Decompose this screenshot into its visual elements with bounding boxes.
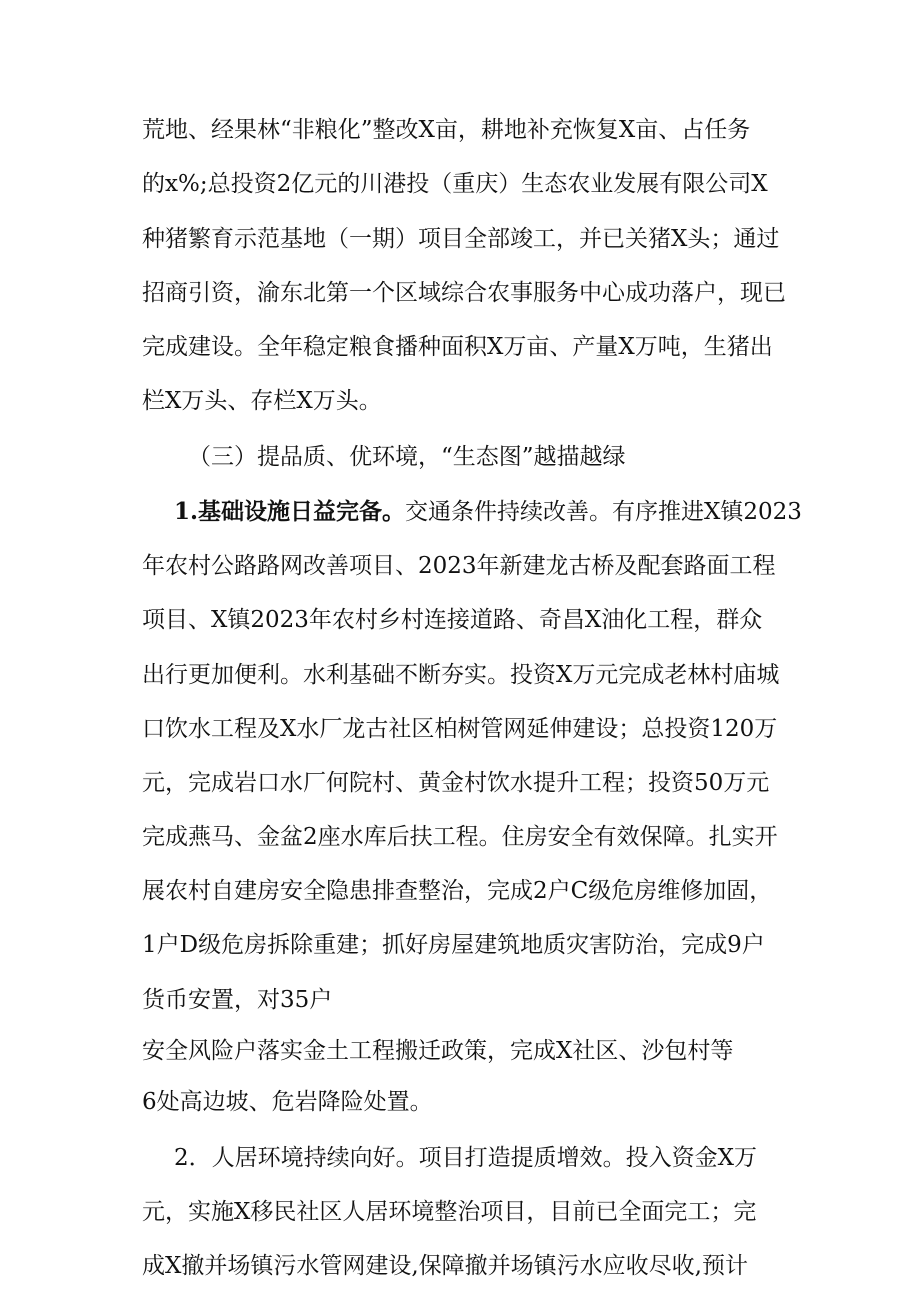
paragraph-line: 项目、X镇2023年农村乡村连接道路、奇昌X油化工程，群众 [142, 607, 763, 633]
paragraph-line: 成X撤并场镇污水管网建设,保障撤并场镇污水应收尽收,预计 [142, 1253, 748, 1279]
section-heading: （三）提品质、优环境，“生态图”越描越绿 [188, 444, 626, 470]
paragraph-line: 招商引资，渝东北第一个区域综合农事服务中心成功落户，现已 [142, 280, 786, 306]
paragraph-line: 口饮水工程及X水厂龙古社区柏树管网延伸建设；总投资120万 [142, 716, 778, 742]
paragraph-line: 荒地、经果林“非粮化”整改X亩，耕地补充恢复X亩、占任务 [142, 117, 751, 143]
paragraph-line: 6处高边坡、危岩降险处置。 [142, 1089, 433, 1115]
item-1-first-line [174, 497, 802, 527]
paragraph-line: 展农村自建房安全隐患排查整治，完成2户C级危房维修加固， [142, 878, 773, 904]
paragraph-line: 1户D级危房拆除重建；抓好房屋建筑地质灾害防治，完成9户 [142, 932, 765, 958]
paragraph-line: 完成燕马、金盆2座水库后扶工程。住房安全有效保障。扎实开 [142, 824, 778, 850]
paragraph-line: 年农村公路路网改善项目、2023年新建龙古桥及配套路面工程 [142, 553, 776, 579]
paragraph-line: 完成建设。全年稳定粮食播种面积X万亩、产量X万吨，生猪出 [142, 334, 773, 360]
paragraph-line: 元，完成岩口水厂何院村、黄金村饮水提升工程；投资50万元 [142, 770, 770, 796]
paragraph-line: 栏X万头、存栏X万头。 [142, 388, 382, 414]
item-1-first-line-rest: 交通条件持续改善。有序推进X镇2023 [405, 499, 802, 525]
item-1-lead: 1.基础设施日益完备。 [174, 498, 406, 525]
paragraph-line: 2．人居环境持续向好。项目打造提质增效。投入资金X万 [174, 1145, 758, 1171]
paragraph-line: 安全风险户落实金土工程搬迁政策，完成X社区、沙包村等 [142, 1038, 734, 1064]
paragraph-line: 货币安置，对35户 [142, 987, 333, 1013]
paragraph-line: 种猪繁育示范基地（一期）项目全部竣工，并已关猪X头；通过 [142, 226, 780, 252]
paragraph-line: 出行更加便利。水利基础不断夯实。投资X万元完成老林村庙城 [142, 662, 780, 688]
paragraph-line: 元，实施X移民社区人居环境整治项目，目前已全面完工；完 [142, 1199, 757, 1225]
paragraph-line: 的x%;总投资2亿元的川港投（重庆）生态农业发展有限公司X [142, 171, 768, 197]
